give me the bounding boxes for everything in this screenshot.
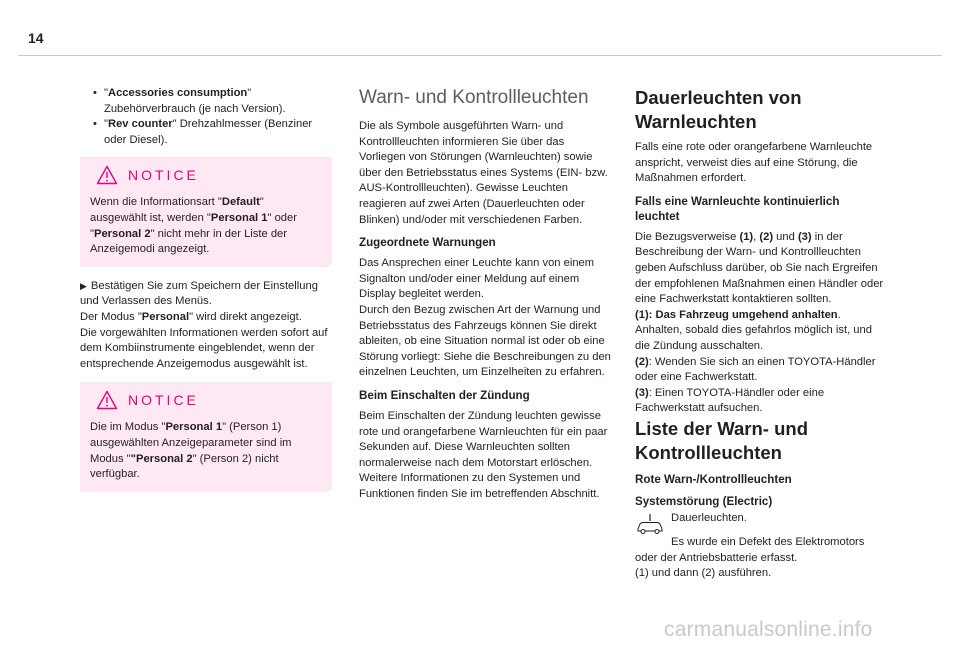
watermark: carmanualsonline.info bbox=[664, 618, 873, 641]
action-item: (2): Wenden Sie sich an einen TOYOTA-Händler oder eine Fachwerkstatt. bbox=[635, 355, 876, 384]
paragraph: Anhalten, sobald dies gefahrlos möglich ist, und die Zündung ausschalten. bbox=[635, 324, 872, 352]
warning-entry bbox=[635, 511, 887, 535]
bullet-list bbox=[80, 86, 332, 148]
action-item: (3): Einen TOYOTA-Händler oder eine Fachwerkstatt aufsuchen. bbox=[635, 386, 825, 415]
paragraph: Die als Symbole ausgeführten Warn- und Kontrollleuchten informieren Sie über das Vorliegen von Störungen (Warnleuchten) sowie über den Betriebsstatus eines Systems (EIN- bzw. AUS-Kontrollleuchten). Gewisse Leuchten reagieren auf zwei Arten (Dauerleuchten oder Blinken) und/oder mit verschiedenen Farben. bbox=[359, 120, 608, 226]
paragraph: Falls eine rote oder orangefarbene Warnleuchte anspricht, verweist dies auf eine Störung, die Maßnahmen erfordert. bbox=[635, 141, 873, 185]
notice-box bbox=[80, 157, 332, 266]
car-electric-fault-icon bbox=[635, 513, 665, 535]
paragraph: Die Bezugsverweise (1), (2) und (3) in der Beschreibung der Warn- und Kontrollleuchten geben Aufschluss darüber, ob Sie nach Ergreifen der empfohlenen Maßnahmen einen Händler oder eine Fachwerkstatt kontaktieren sollten. bbox=[635, 230, 884, 306]
notice-text: Die im Modus "Personal 1" (Person 1) ausgewählten Anzeigeparameter sind im Modus ""Personal 2" (Person 2) nicht verfügbar. bbox=[90, 421, 292, 481]
column-middle bbox=[359, 86, 611, 502]
warning-triangle-icon bbox=[96, 165, 118, 185]
notice-title: NOTICE bbox=[128, 166, 199, 183]
header-rule bbox=[18, 55, 942, 56]
notice-title: NOTICE bbox=[128, 391, 199, 408]
section-heading: Dauerleuchten von Warnleuchten bbox=[635, 87, 802, 132]
sub-heading: Beim Einschalten der Zündung bbox=[359, 388, 530, 402]
paragraph: Dauerleuchten. bbox=[671, 511, 747, 524]
notice-box bbox=[80, 382, 332, 491]
sub-heading: Rote Warn-/Kontrollleuchten bbox=[635, 472, 792, 486]
list-item: • "Accessories consumption" Zubehörverbrauch (je nach Version). bbox=[104, 86, 332, 117]
list-item: • "Rev counter" Drehzahlmesser (Benziner oder Diesel). bbox=[104, 117, 332, 148]
section-heading: Liste der Warn- und Kontrollleuchten bbox=[635, 417, 809, 463]
paragraph: Es wurde ein Defekt des Elektromotors oder der Antriebsbatterie erfasst. bbox=[635, 535, 865, 564]
paragraph: Beim Einschalten der Zündung leuchten gewisse rote und orangefarbene Warnleuchten für ein paar Sekunden auf. Diese Warnleuchten sollten normalerweise nach dem Motorstart erlöschen. bbox=[359, 409, 608, 469]
sub-heading: Falls eine Warnleuchte kontinuierlich leuchtet bbox=[635, 194, 840, 223]
paragraph: (1) und dann (2) ausführen. bbox=[635, 567, 772, 580]
paragraph: Durch den Bezug zwischen Art der Warnung und Betriebsstatus des Fahrzeugs können Sie direkt ableiten, ob eine Situation normal ist oder ob eine Störung vorliegt: Siehe die Beschreibungen zu den einzelnen Leuchten, um Einzelheiten zu erfahren. bbox=[359, 303, 611, 379]
sub-heading: Zugeordnete Warnungen bbox=[359, 236, 496, 250]
action-item: (1): Das Fahrzeug umgehend anhalten. bbox=[635, 308, 841, 321]
paragraph: Weitere Informationen zu den Systemen und Funktionen finden Sie im betreffenden Abschnitt. bbox=[359, 472, 600, 500]
paragraph: Das Ansprechen einer Leuchte kann von einem Signalton und/oder einer Meldung auf einem Display begleitet werden. bbox=[359, 257, 595, 301]
page-number: 14 bbox=[28, 30, 44, 46]
section-heading: Warn- und Kontrollleuchten bbox=[359, 87, 589, 108]
column-left bbox=[80, 86, 332, 492]
sub-heading: Systemstörung (Electric) bbox=[635, 494, 773, 508]
step-text: ▶ Bestätigen Sie zum Speichern der Einstellung und Verlassen des Menüs. Der Modus "Personal" wird direkt angezeigt. Die vorgewählten Informationen werden sofort auf dem Kombiinstrumente eingeblendet, wenn der entsprechende Anzeigemodus ausgewählt ist. bbox=[80, 279, 328, 370]
warning-triangle-icon bbox=[96, 390, 118, 410]
notice-text: Wenn die Informationsart "Default" ausgewählt ist, werden "Personal 1" oder "Personal 2" nicht mehr in der Liste der Anzeigemodi angezeigt. bbox=[90, 196, 297, 256]
arrow-right-icon: ▶ bbox=[80, 280, 87, 291]
column-right bbox=[635, 86, 887, 582]
